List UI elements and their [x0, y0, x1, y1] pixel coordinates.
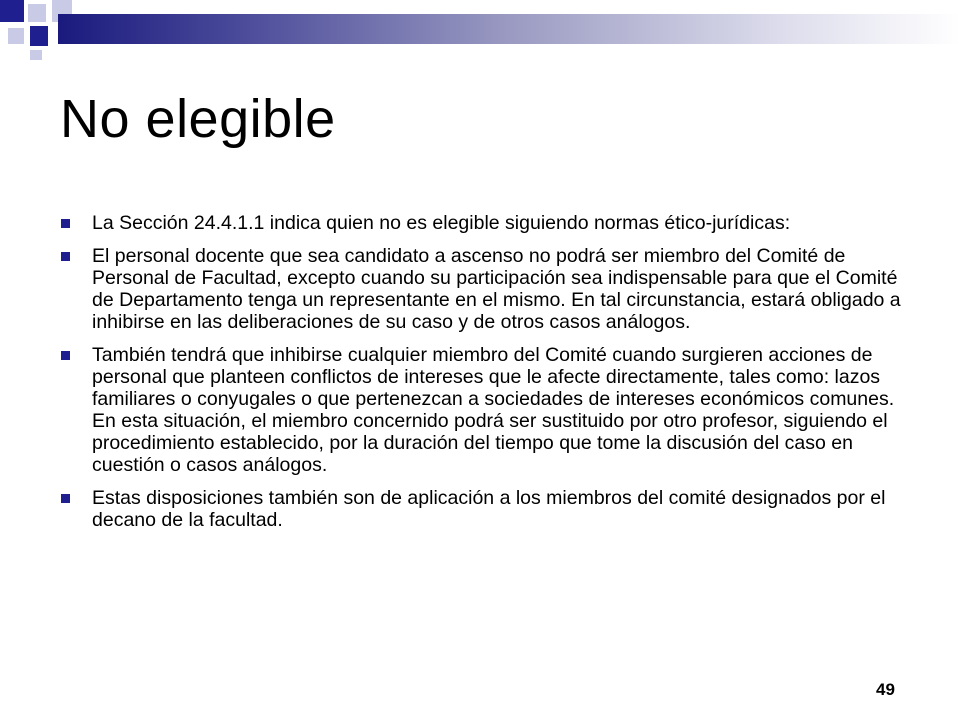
bullet-text: El personal docente que sea candidato a ascenso no podrá ser miembro del Comité de Personal de Facultad, excepto cuando su participación sea indispensable para que el Comité de Departamento tenga un representante en el mismo. En tal circunstancia, estará obligado a inhibirse en las deliberaciones de su caso y de otros casos análogos.: [92, 245, 901, 333]
decorative-square: [0, 0, 24, 22]
square-bullet-icon: [61, 252, 70, 261]
bullet-item: [60, 245, 908, 333]
square-bullet-icon: [61, 494, 70, 503]
slide-title: No elegible: [60, 89, 336, 149]
bullet-item: [60, 344, 908, 476]
decorative-square: [30, 26, 48, 46]
square-bullet-icon: [61, 219, 70, 228]
bullet-item: [60, 212, 908, 234]
decorative-square: [8, 28, 24, 44]
bullet-text: La Sección 24.4.1.1 indica quien no es elegible siguiendo normas ético-jurídicas:: [92, 212, 791, 234]
square-bullet-icon: [61, 351, 70, 360]
decorative-square: [30, 50, 42, 60]
page-number: 49: [876, 680, 895, 699]
bullet-text: También tendrá que inhibirse cualquier miembro del Comité cuando surgieren acciones de personal que planteen conflictos de intereses que le afecte directamente, tales como: lazos familiares o conyugales o que pertenezcan a sociedades de intereses económicos comunes. En esta situación, el miembro concernido podrá ser sustituido por otro profesor, siguiendo el procedimiento establecido, por la duración del tiempo que tome la discusión del caso en cuestión o casos análogos.: [92, 344, 895, 476]
bullet-item: [60, 487, 908, 531]
header-gradient-bar: [58, 14, 960, 44]
bullet-text: Estas disposiciones también son de aplicación a los miembros del comité designados por el decano de la facultad.: [92, 487, 886, 531]
decorative-square: [28, 4, 46, 22]
bullet-list: [60, 212, 908, 542]
